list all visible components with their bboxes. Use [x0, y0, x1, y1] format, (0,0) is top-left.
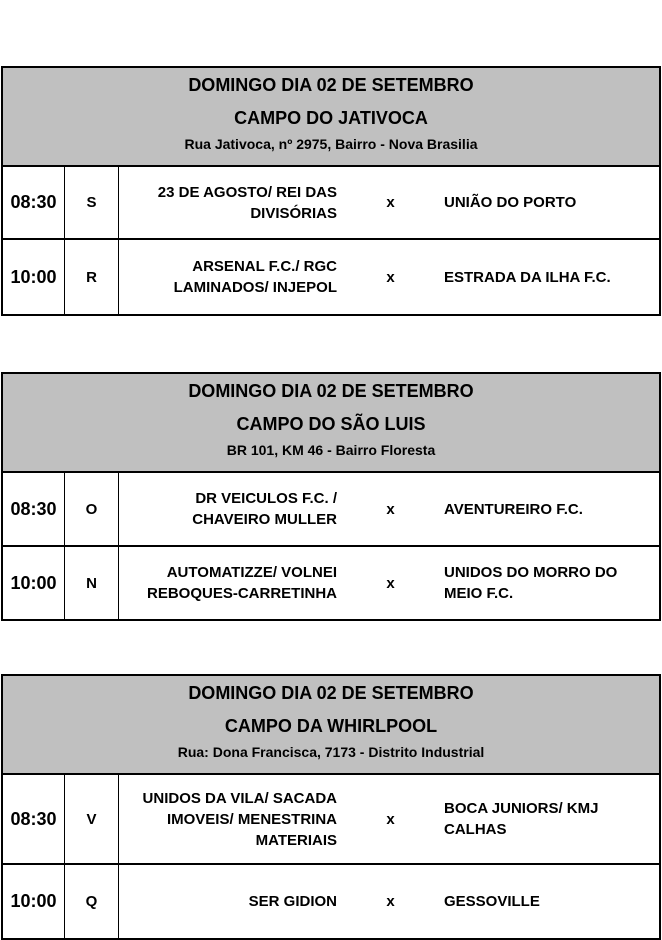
match-row: [3, 473, 659, 545]
home-team-label: AUTOMATIZZE/ VOLNEI REBOQUES-CARRETINHA: [146, 564, 337, 602]
match-time: 08:30: [3, 775, 65, 863]
versus-mark: x: [386, 500, 395, 518]
home-team: [119, 473, 339, 545]
schedule-block-whirlpool: [1, 674, 661, 940]
match-code: N: [65, 547, 119, 619]
match-row: [3, 775, 659, 863]
away-team: [442, 167, 659, 238]
home-team-label: DR VEICULOS F.C. / CHAVEIRO MULLER: [192, 490, 337, 528]
versus-mark: x: [386, 810, 395, 828]
match-row: [3, 863, 659, 938]
block-header: [3, 374, 659, 473]
match-date: DOMINGO DIA 02 DE SETEMBRO: [188, 75, 474, 95]
away-team: [442, 775, 659, 863]
block-header: [3, 68, 659, 167]
home-team: [119, 865, 339, 938]
block-header: [3, 676, 659, 775]
match-row: [3, 167, 659, 238]
schedule-block-jativoca: [1, 66, 661, 316]
match-code: R: [65, 240, 119, 314]
match-code: O: [65, 473, 119, 545]
away-team-label: BOCA JUNIORS/ KMJ CALHAS: [444, 800, 599, 838]
away-team-label: AVENTUREIRO F.C.: [444, 500, 583, 518]
versus-mark: x: [386, 194, 395, 211]
field-name: CAMPO DO SÃO LUIS: [236, 414, 426, 434]
match-time: 10:00: [3, 547, 65, 619]
field-name: CAMPO DO JATIVOCA: [234, 108, 428, 128]
match-code: S: [65, 167, 119, 238]
match-date: DOMINGO DIA 02 DE SETEMBRO: [188, 683, 474, 703]
match-row: [3, 238, 659, 314]
match-time: 10:00: [3, 865, 65, 938]
match-time: 08:30: [3, 167, 65, 238]
field-name: CAMPO DA WHIRLPOOL: [224, 716, 438, 736]
match-code: Q: [65, 865, 119, 938]
versus-mark: x: [386, 893, 395, 910]
away-team-label: UNIDOS DO MORRO DO MEIO F.C.: [444, 564, 618, 602]
match-date: DOMINGO DIA 02 DE SETEMBRO: [188, 381, 474, 401]
away-team-label: UNIÃO DO PORTO: [444, 194, 577, 211]
match-time: 08:30: [3, 473, 65, 545]
home-team: [119, 240, 339, 314]
field-address: Rua: Dona Francisca, 7173 - Distrito Industrial: [177, 744, 485, 760]
match-time: 10:00: [3, 240, 65, 314]
versus-mark: x: [386, 574, 395, 592]
away-team: [442, 473, 659, 545]
match-row: [3, 545, 659, 619]
versus-mark: x: [386, 268, 395, 286]
home-team-label: ARSENAL F.C./ RGC LAMINADOS/ INJEPOL: [173, 258, 337, 296]
away-team-label: GESSOVILLE: [444, 893, 540, 910]
home-team-label: 23 DE AGOSTO/ REI DAS DIVISÓRIAS: [157, 183, 337, 222]
field-address: Rua Jativoca, nº 2975, Bairro - Nova Brasilia: [184, 136, 478, 152]
home-team-label: UNIDOS DA VILA/ SACADA IMOVEIS/ MENESTRINA MATERIAIS: [142, 789, 337, 849]
home-team: [119, 547, 339, 619]
schedule-block-sao-luis: [1, 372, 661, 621]
field-address: BR 101, KM 46 - Bairro Floresta: [226, 442, 436, 458]
away-team: [442, 865, 659, 938]
away-team-label: ESTRADA DA ILHA F.C.: [444, 268, 611, 286]
away-team: [442, 547, 659, 619]
match-code: V: [65, 775, 119, 863]
away-team: [442, 240, 659, 314]
home-team-label: SER GIDION: [248, 893, 337, 910]
home-team: [119, 775, 339, 863]
home-team: [119, 167, 339, 238]
